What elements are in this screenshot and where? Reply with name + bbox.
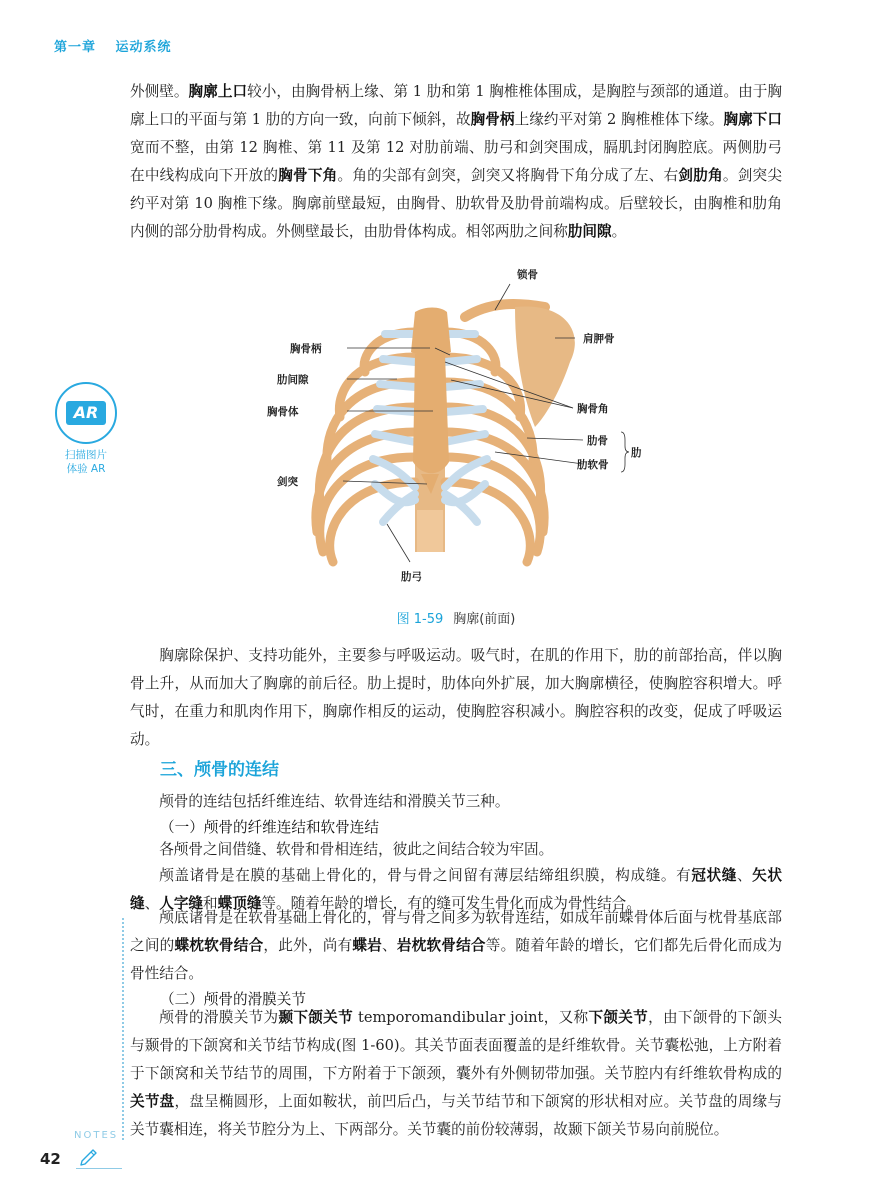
term-bold: 胸廓下口: [723, 111, 782, 128]
rib-bracket: [621, 432, 629, 472]
text-run: 颅底诸骨是在软骨基础上骨化的，骨与骨之间多为软骨连结，如成年前蝶骨体后面与枕骨基底部之间的: [130, 909, 782, 954]
chapter-number: 第一章: [54, 40, 97, 55]
paragraph-respiration: [130, 642, 782, 754]
term-bold: 人字缝: [159, 895, 204, 912]
paragraph-tmj: [130, 1004, 782, 1144]
label-clavicle: 锁骨: [517, 269, 538, 281]
ar-caption: [55, 448, 117, 476]
text-run: 颅骨的滑膜关节为: [159, 1009, 279, 1026]
label-scapula: 肩胛骨: [583, 333, 615, 345]
section-heading-skull-joints: 三、颅骨的连结: [160, 760, 279, 780]
term-bold: 胸骨下角: [278, 167, 338, 184]
label-xiphoid: 剑突: [277, 476, 298, 488]
paragraph-skull-joints-intro: [130, 788, 782, 816]
term-bold: 矢状缝: [130, 867, 782, 912]
term-bold: 蝶岩: [352, 937, 382, 954]
text-run: 、: [144, 895, 160, 912]
term-bold: 岩枕软骨结合: [396, 937, 486, 954]
thorax-figure: [265, 262, 655, 602]
subheading-synovial-joint: （二）颅骨的滑膜关节: [160, 991, 306, 1008]
thorax-illustration: [265, 262, 655, 602]
term-bold: 胸廓上口: [188, 83, 248, 100]
figure-number: 图 1-59: [396, 612, 444, 627]
figure-title: 胸廓(前面): [453, 612, 516, 627]
label-costal-cartilage: 肋软骨: [577, 459, 609, 471]
label-rib-group: 肋: [631, 447, 642, 459]
text-run: 外侧壁。: [130, 83, 189, 100]
text-run: 宽而不整，由第 12 胸椎、第 11 及第 12 对肋前端、肋弓和剑突围成，膈肌封闭胸腔底。两侧肋弓在中线构成向下开放的: [130, 139, 782, 184]
text-run: 、: [382, 937, 397, 954]
paragraph-sutures-intro: [130, 836, 782, 864]
text-run: ，由下颌骨的下颌头与颞骨的下颌窝和关节结节构成(图 1-60)。其关节面表面覆盖的是纤维软骨。关节囊松弛，上方附着于下颌窝和关节结节的周围，下方附着于下颌颈，囊外有外侧韧带加强。关节腔内有纤维软骨构成的: [130, 1009, 782, 1082]
text-run: 和: [203, 895, 218, 912]
label-sternal-body: 胸骨体: [267, 406, 299, 418]
text-run: 上缘约平对第 2 胸椎椎体下缘。: [514, 111, 724, 128]
running-head: [54, 36, 186, 55]
term-bold: 剑肋角: [678, 167, 723, 184]
ribs-left: [316, 332, 415, 562]
ar-icon[interactable]: [55, 382, 117, 444]
text-run: 等。随着年龄的增长，有的缝可发生骨化而成为骨性结合。: [261, 895, 641, 912]
term-bold: 肋间隙: [567, 223, 612, 240]
notes-label: NOTES: [74, 1130, 119, 1141]
text-run: 、: [736, 867, 753, 884]
text-run: 各颅骨之间借缝、软骨和骨相连结，彼此之间结合较为牢固。: [159, 841, 554, 858]
figure-caption: [130, 608, 782, 627]
chapter-title: 运动系统: [115, 40, 172, 55]
label-sternal-angle: 胸骨角: [577, 403, 609, 415]
term-bold: 蝶枕软骨结合: [174, 937, 264, 954]
text-run: ，此外，尚有: [263, 937, 353, 954]
text-run: 。剑突尖约平对第 10 胸椎下缘。胸廓前壁最短，由胸骨、肋软骨及肋骨前端构成。后壁较长，由胸椎和肋角内侧的部分肋骨构成。外侧壁最长，由肋骨体构成。相邻两肋之间称: [130, 167, 782, 240]
manubrium-shape: [411, 308, 451, 356]
footer-rule: [76, 1168, 122, 1169]
label-costal-arch: 肋弓: [401, 571, 422, 583]
ar-caption-line2: 体验 AR: [66, 463, 106, 475]
subheading-fibrous-cartilaginous: （一）颅骨的纤维连结和软骨连结: [160, 819, 379, 836]
term-bold: 蝶顶缝: [217, 895, 262, 912]
text-run: temporomandibular joint，又称: [353, 1009, 589, 1026]
text-run: 颅骨的连结包括纤维连结、软骨连结和滑膜关节三种。: [159, 793, 510, 810]
text-run: 等。随着年龄的增长，它们都先后骨化而成为骨性结合。: [130, 937, 782, 982]
ar-badge[interactable]: [55, 382, 117, 476]
text-run: 较小，由胸骨柄上缘、第 1 肋和第 1 胸椎椎体围成，是胸腔与颈部的通道。由于胸廓上口的平面与第 1 肋的方向一致，向前下倾斜，故: [130, 83, 782, 128]
label-rib: 肋骨: [587, 435, 608, 447]
paragraph-thorax-walls: [130, 78, 782, 246]
label-intercostal-space: 肋间隙: [277, 374, 309, 386]
ar-icon-text: AR: [66, 401, 106, 425]
text-run: 。: [611, 223, 627, 240]
label-manubrium: 胸骨柄: [290, 343, 322, 355]
term-bold: 关节盘: [130, 1093, 175, 1110]
text-run: 颅盖诸骨是在膜的基础上骨化的，骨与骨之间留有薄层结缔组织膜，构成缝。有: [159, 867, 692, 884]
sternal-body-shape: [413, 354, 449, 473]
notes-margin-line: [122, 918, 124, 1140]
paragraph-skull-base-synchondroses: [130, 904, 782, 988]
text-run: ，盘呈椭圆形，上面如鞍状，前凹后凸，与关节结节和下颌窝的形状相对应。关节盘的周缘与关节囊相连，将关节腔分为上、下两部分。关节囊的前份较薄弱，故颞下颌关节易向前脱位。: [130, 1093, 782, 1138]
term-bold: 下颌关节: [588, 1009, 649, 1026]
text-run: 。角的尖部有剑突，剑突又将胸骨下角分成了左、右: [337, 167, 679, 184]
page-number: 42: [40, 1150, 61, 1168]
text-run: 胸廓除保护、支持功能外，主要参与呼吸运动。吸气时，在肌的作用下，肋的前部抬高，伴以胸骨上升，从而加大了胸廓的前后径。肋上提时，肋体向外扩展，加大胸廓横径，使胸腔容积增大。呼气时，在重力和肌肉作用下，胸廓作相反的运动，使胸腔容积减小。胸腔容积的改变，促成了呼吸运动。: [130, 647, 782, 748]
term-bold: 胸骨柄: [470, 111, 515, 128]
ar-caption-line1: 扫描图片: [65, 449, 107, 461]
pen-icon: [78, 1148, 100, 1168]
term-bold: 颞下颌关节: [278, 1009, 353, 1026]
term-bold: 冠状缝: [691, 867, 737, 884]
